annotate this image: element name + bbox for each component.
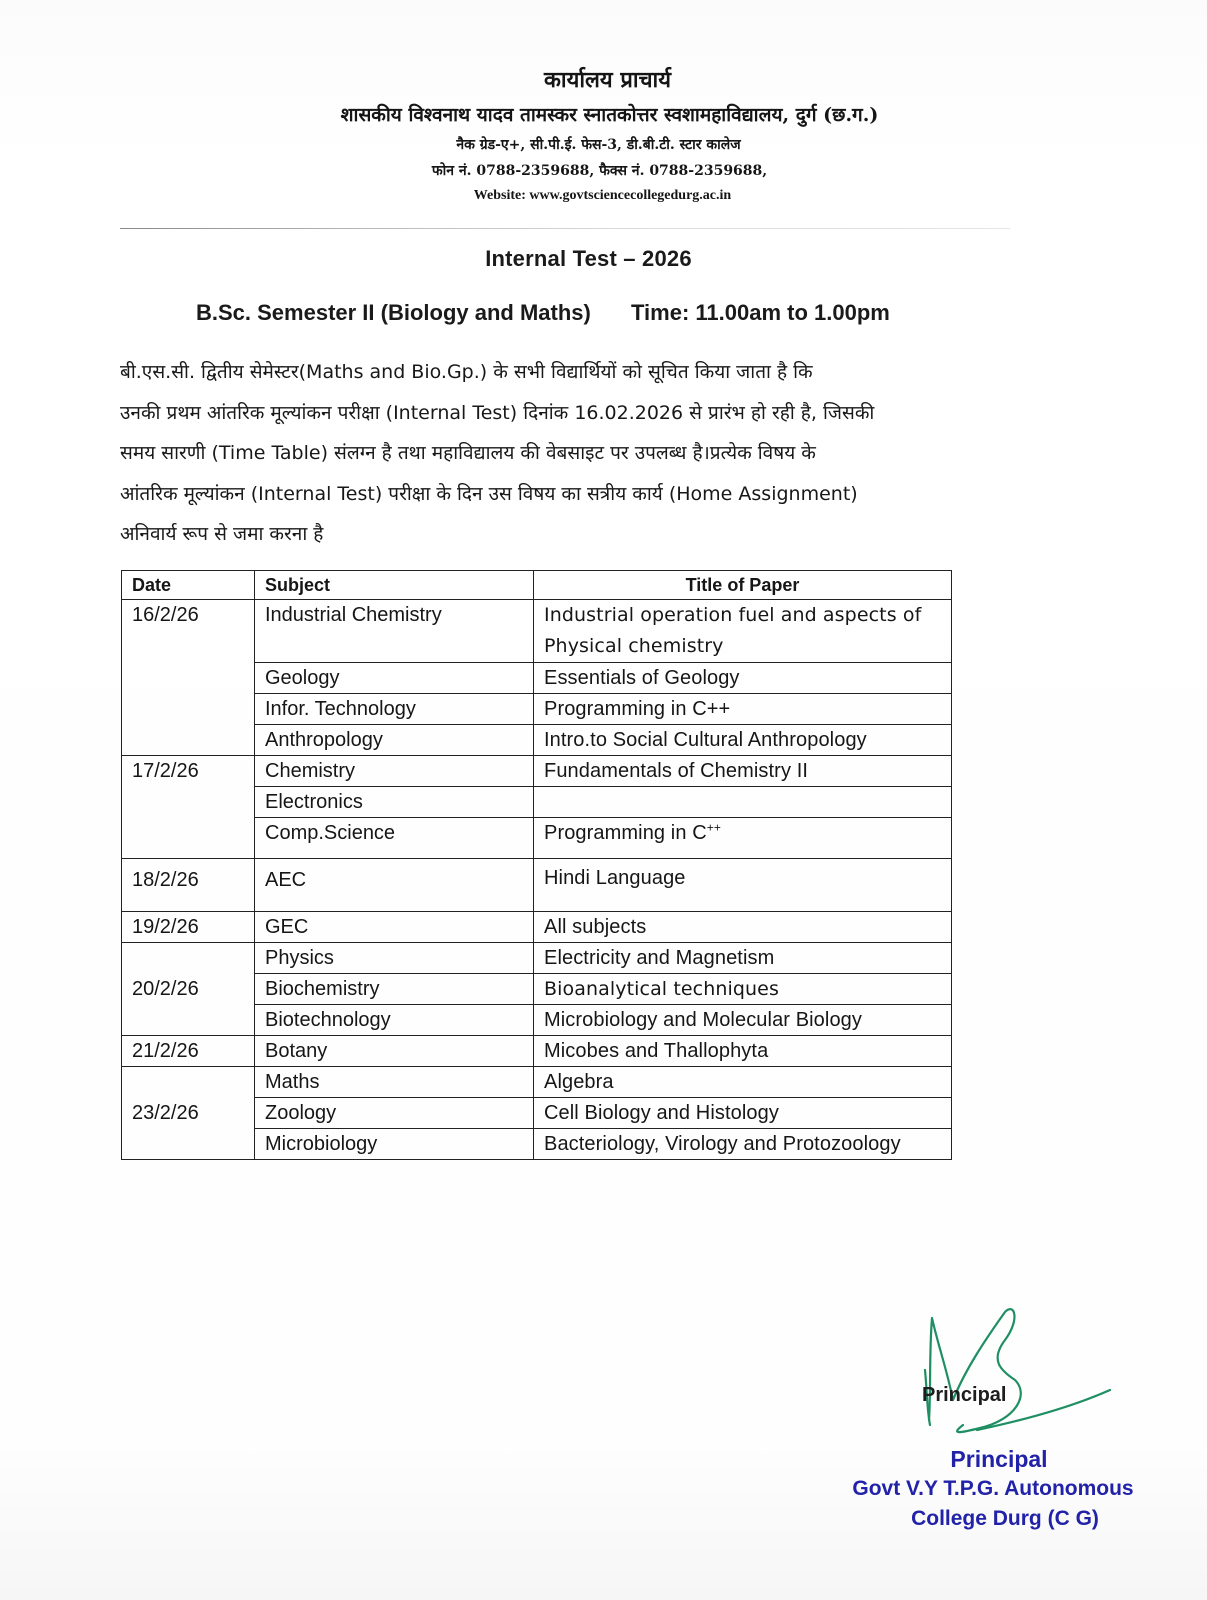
paper-title-cell: All subjects [534, 912, 952, 943]
paper-title-cell: Essentials of Geology [534, 663, 952, 694]
notice-line: उनकी प्रथम आंतरिक मूल्यांकन परीक्षा (Internal Test) दिनांक 16.02.2026 से प्रारंभ हो रही है, जिसकी [120, 401, 875, 424]
paper-title-cell: Microbiology and Molecular Biology [534, 1005, 952, 1036]
principal-stamp [810, 1444, 1170, 1534]
subject-cell: Physics [255, 943, 534, 974]
table-row [122, 1067, 952, 1098]
exam-time: Time: 11.00am to 1.00pm [631, 300, 890, 325]
exam-schedule-table [121, 570, 952, 1160]
accreditation-line: नैक ग्रेड-ए+, सी.पी.ई. फेस-3, डी.बी.टी. स्टार कालेज [456, 137, 741, 153]
paper-title-cell: Micobes and Thallophyta [534, 1036, 952, 1067]
header-divider [120, 228, 1010, 229]
stamp-line-1: Principal [950, 1446, 1048, 1472]
subject-cell: Geology [255, 663, 534, 694]
paper-title-cell [534, 787, 952, 818]
table-row [122, 859, 952, 912]
header-date: Date [122, 571, 255, 600]
subject-cell: Industrial Chemistry [255, 600, 534, 663]
header-subject: Subject [255, 571, 534, 600]
table-row [122, 912, 952, 943]
table-header-row [122, 571, 952, 600]
header-title-of-paper: Title of Paper [534, 571, 952, 600]
paper-title-cell: Bacteriology, Virology and Protozoology [534, 1129, 952, 1160]
signature-label: Principal [922, 1384, 1007, 1406]
phone-fax-line: फोन नं. 0788-2359688, फैक्स नं. 0788-2359688, [431, 163, 768, 179]
subject-cell: Electronics [255, 787, 534, 818]
paper-title-cell: Electricity and Magnetism [534, 943, 952, 974]
date-cell: 19/2/26 [122, 912, 255, 943]
subject-cell: Infor. Technology [255, 694, 534, 725]
paper-title-cell: Industrial operation fuel and aspects of Physical chemistry [534, 600, 952, 663]
page-title: Internal Test – 2026 [485, 246, 692, 271]
subject-cell: Biotechnology [255, 1005, 534, 1036]
subject-cell: Zoology [255, 1098, 534, 1129]
subject-cell: Botany [255, 1036, 534, 1067]
semester-label: B.Sc. Semester II (Biology and Maths) [196, 300, 591, 325]
notice-line: आंतरिक मूल्यांकन (Internal Test) परीक्षा के दिन उस विषय का सत्रीय कार्य (Home Assignment) [120, 482, 858, 505]
semester-line [196, 300, 890, 326]
paper-title-cell: Fundamentals of Chemistry II [534, 756, 952, 787]
date-cell: 16/2/26 [122, 600, 255, 756]
subject-cell: Biochemistry [255, 974, 534, 1005]
notice-line: समय सारणी (Time Table) संलग्न है तथा महाविद्यालय की वेबसाइट पर उपलब्ध है।प्रत्येक विषय के [120, 442, 816, 464]
paper-title-cell: Hindi Language [534, 859, 952, 912]
signature-icon [905, 1300, 1125, 1450]
date-cell: 23/2/26 [122, 1067, 255, 1160]
paper-title-cell: Programming in C++ [534, 694, 952, 725]
paper-title-cell: Algebra [534, 1067, 952, 1098]
table-row [122, 756, 952, 787]
office-title: कार्यालय प्राचार्य [543, 67, 672, 93]
notice-paragraph [120, 352, 1055, 555]
date-cell: 20/2/26 [122, 943, 255, 1036]
table-row [122, 943, 952, 974]
subject-cell: Chemistry [255, 756, 534, 787]
paper-title-superscript: ++ [706, 820, 721, 835]
subject-cell: Maths [255, 1067, 534, 1098]
paper-title-cell: Bioanalytical techniques [534, 974, 952, 1005]
subject-cell: Anthropology [255, 725, 534, 756]
subject-cell: GEC [255, 912, 534, 943]
stamp-line-3: College Durg (C G) [911, 1507, 1099, 1530]
paper-title-cell [534, 818, 952, 859]
subject-cell: AEC [255, 859, 534, 912]
paper-title-text: Programming in C [544, 822, 707, 844]
date-cell: 18/2/26 [122, 859, 255, 912]
paper-title-cell: Cell Biology and Histology [534, 1098, 952, 1129]
stamp-line-2: Govt V.Y T.P.G. Autonomous [852, 1477, 1134, 1500]
notice-line: अनिवार्य रूप से जमा करना है [120, 523, 324, 545]
website-line: Website: www.govtsciencecollegedurg.ac.in [473, 188, 732, 203]
date-cell: 17/2/26 [122, 756, 255, 859]
subject-cell: Comp.Science [255, 818, 534, 859]
letterhead [0, 64, 1207, 208]
subject-cell: Microbiology [255, 1129, 534, 1160]
date-cell: 21/2/26 [122, 1036, 255, 1067]
paper-title-cell: Intro.to Social Cultural Anthropology [534, 725, 952, 756]
table-row [122, 1036, 952, 1067]
notice-line: बी.एस.सी. द्वितीय सेमेस्टर(Maths and Bio.Gp.) के सभी विद्यार्थियों को सूचित किया जाता है कि [120, 361, 813, 383]
college-name: शासकीय विश्वनाथ यादव तामस्कर स्नातकोत्तर स्वशामहाविद्यालय, दुर्ग (छ.ग.) [340, 104, 879, 126]
table-row [122, 600, 952, 663]
